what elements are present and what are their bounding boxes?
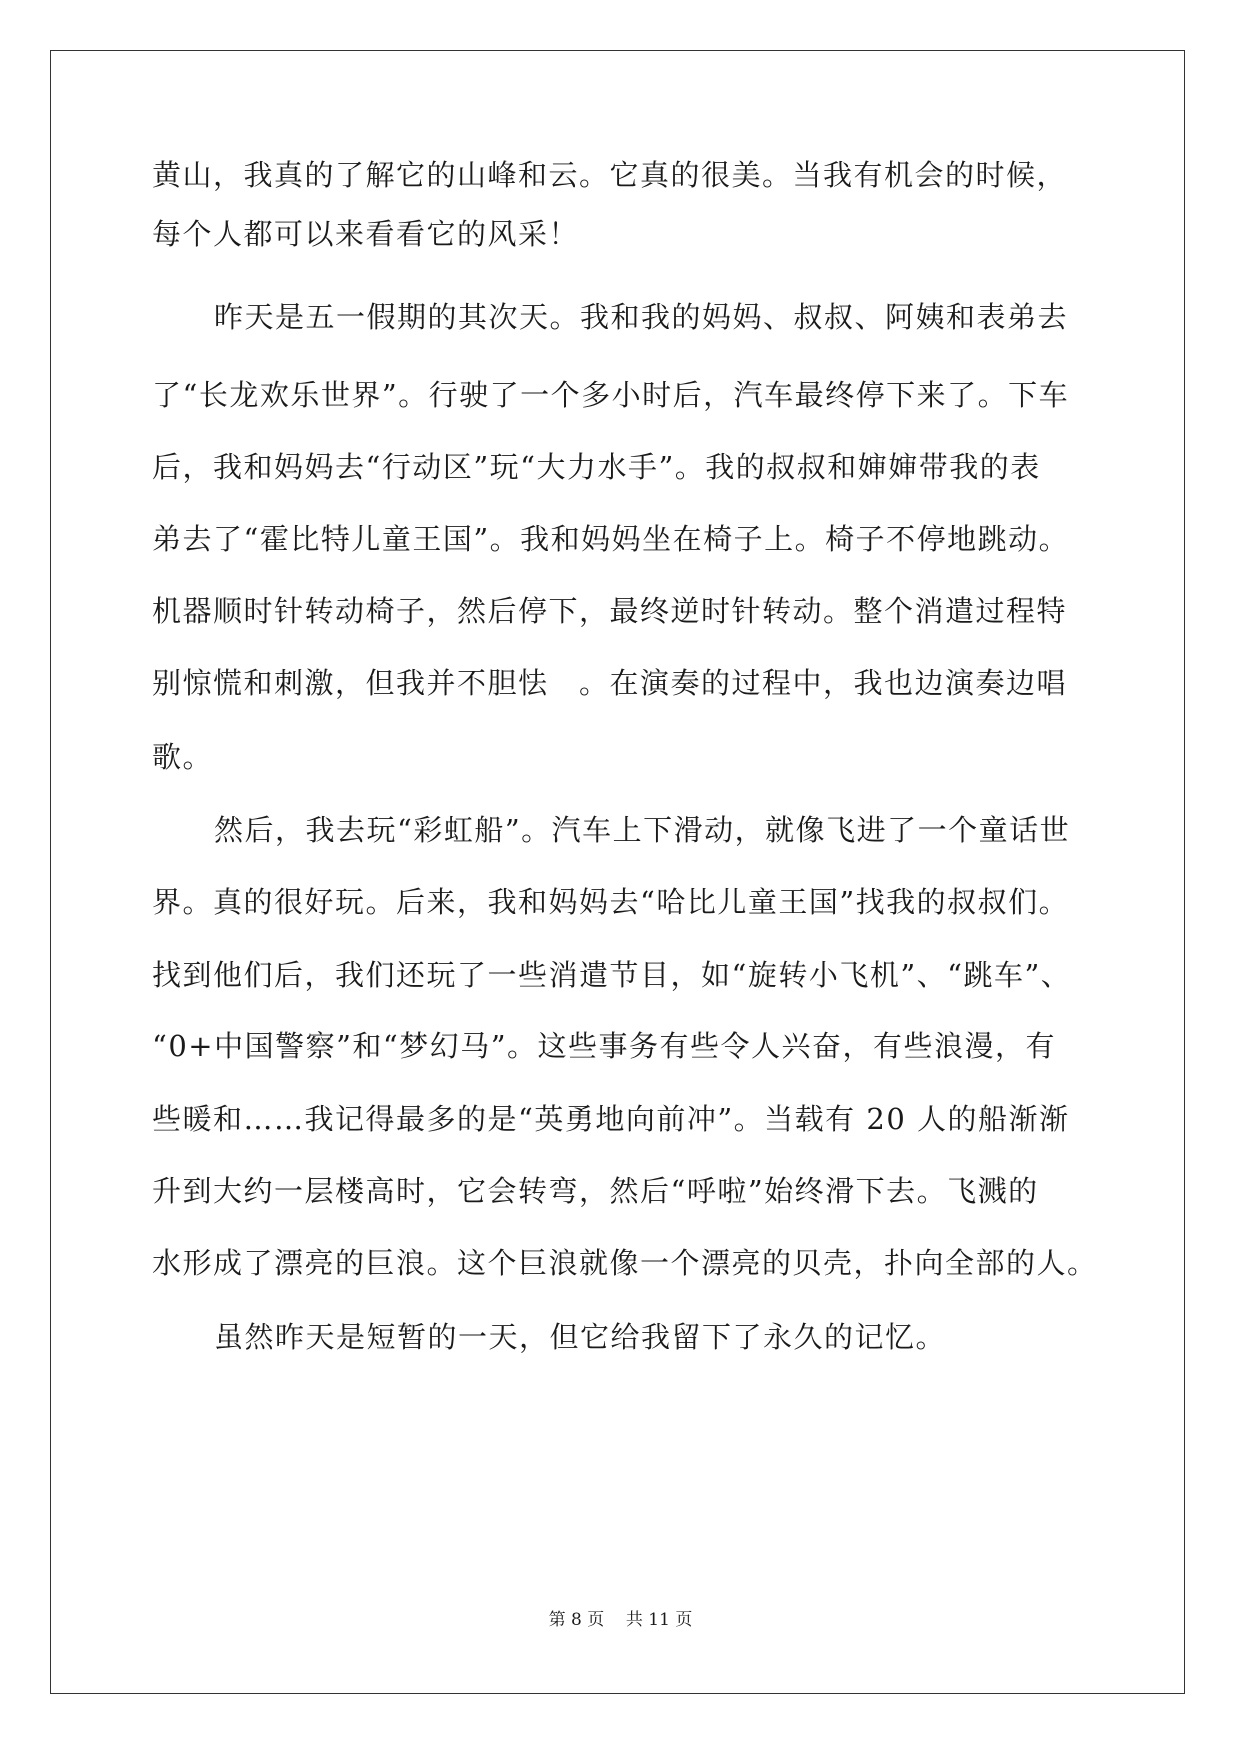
text-line: 界。真的很好玩。后来，我和妈妈去“哈比儿童王国”找我的叔叔们。 bbox=[152, 885, 1070, 919]
text-line: 别惊慌和刺激，但我并不胆怯 。在演奏的过程中，我也边演奏边唱 bbox=[152, 666, 1068, 700]
text-line: 后，我和妈妈去“行动区”玩“大力水手”。我的叔叔和婶婶带我的表 bbox=[152, 450, 1041, 484]
text-line: 机器顺时针转动椅子，然后停下，最终逆时针转动。整个消遣过程特 bbox=[152, 594, 1068, 628]
text-line: 水形成了漂亮的巨浪。这个巨浪就像一个漂亮的贝壳，扑向全部的人。 bbox=[152, 1246, 1098, 1280]
text-line: 找到他们后，我们还玩了一些消遣节目，如“旋转小飞机”、“跳车”、 bbox=[152, 958, 1072, 992]
text-line: 些暖和……我记得最多的是“英勇地向前冲”。当载有 20 人的船渐渐 bbox=[152, 1102, 1070, 1136]
text-line: 黄山，我真的了解它的山峰和云。它真的很美。当我有机会的时候， bbox=[152, 158, 1068, 192]
text-line: 每个人都可以来看看它的风采！ bbox=[152, 217, 580, 251]
text-line: 了“长龙欢乐世界”。行驶了一个多小时后，汽车最终停下来了。下车 bbox=[152, 378, 1070, 412]
text-line: 弟去了“霍比特儿童王国”。我和妈妈坐在椅子上。椅子不停地跳动。 bbox=[152, 522, 1070, 556]
page-footer bbox=[0, 1605, 1241, 1630]
paragraph-start-line: 虽然昨天是短暂的一天，但它给我留下了永久的记忆。 bbox=[214, 1320, 947, 1354]
text-line: 升到大约一层楼高时，它会转弯，然后“呼啦”始终滑下去。飞溅的 bbox=[152, 1174, 1039, 1208]
paragraph-start-line: 然后，我去玩“彩虹船”。汽车上下滑动，就像飞进了一个童话世 bbox=[214, 813, 1071, 847]
text-line: 歌。 bbox=[152, 740, 214, 774]
page-number-label: 第 8 页 共 11 页 bbox=[548, 1610, 693, 1630]
text-line: “0+中国警察”和“梦幻马”。这些事务有些令人兴奋，有些浪漫，有 bbox=[152, 1029, 1057, 1063]
paragraph-start-line: 昨天是五一假期的其次天。我和我的妈妈、叔叔、阿姨和表弟去 bbox=[214, 300, 1069, 334]
